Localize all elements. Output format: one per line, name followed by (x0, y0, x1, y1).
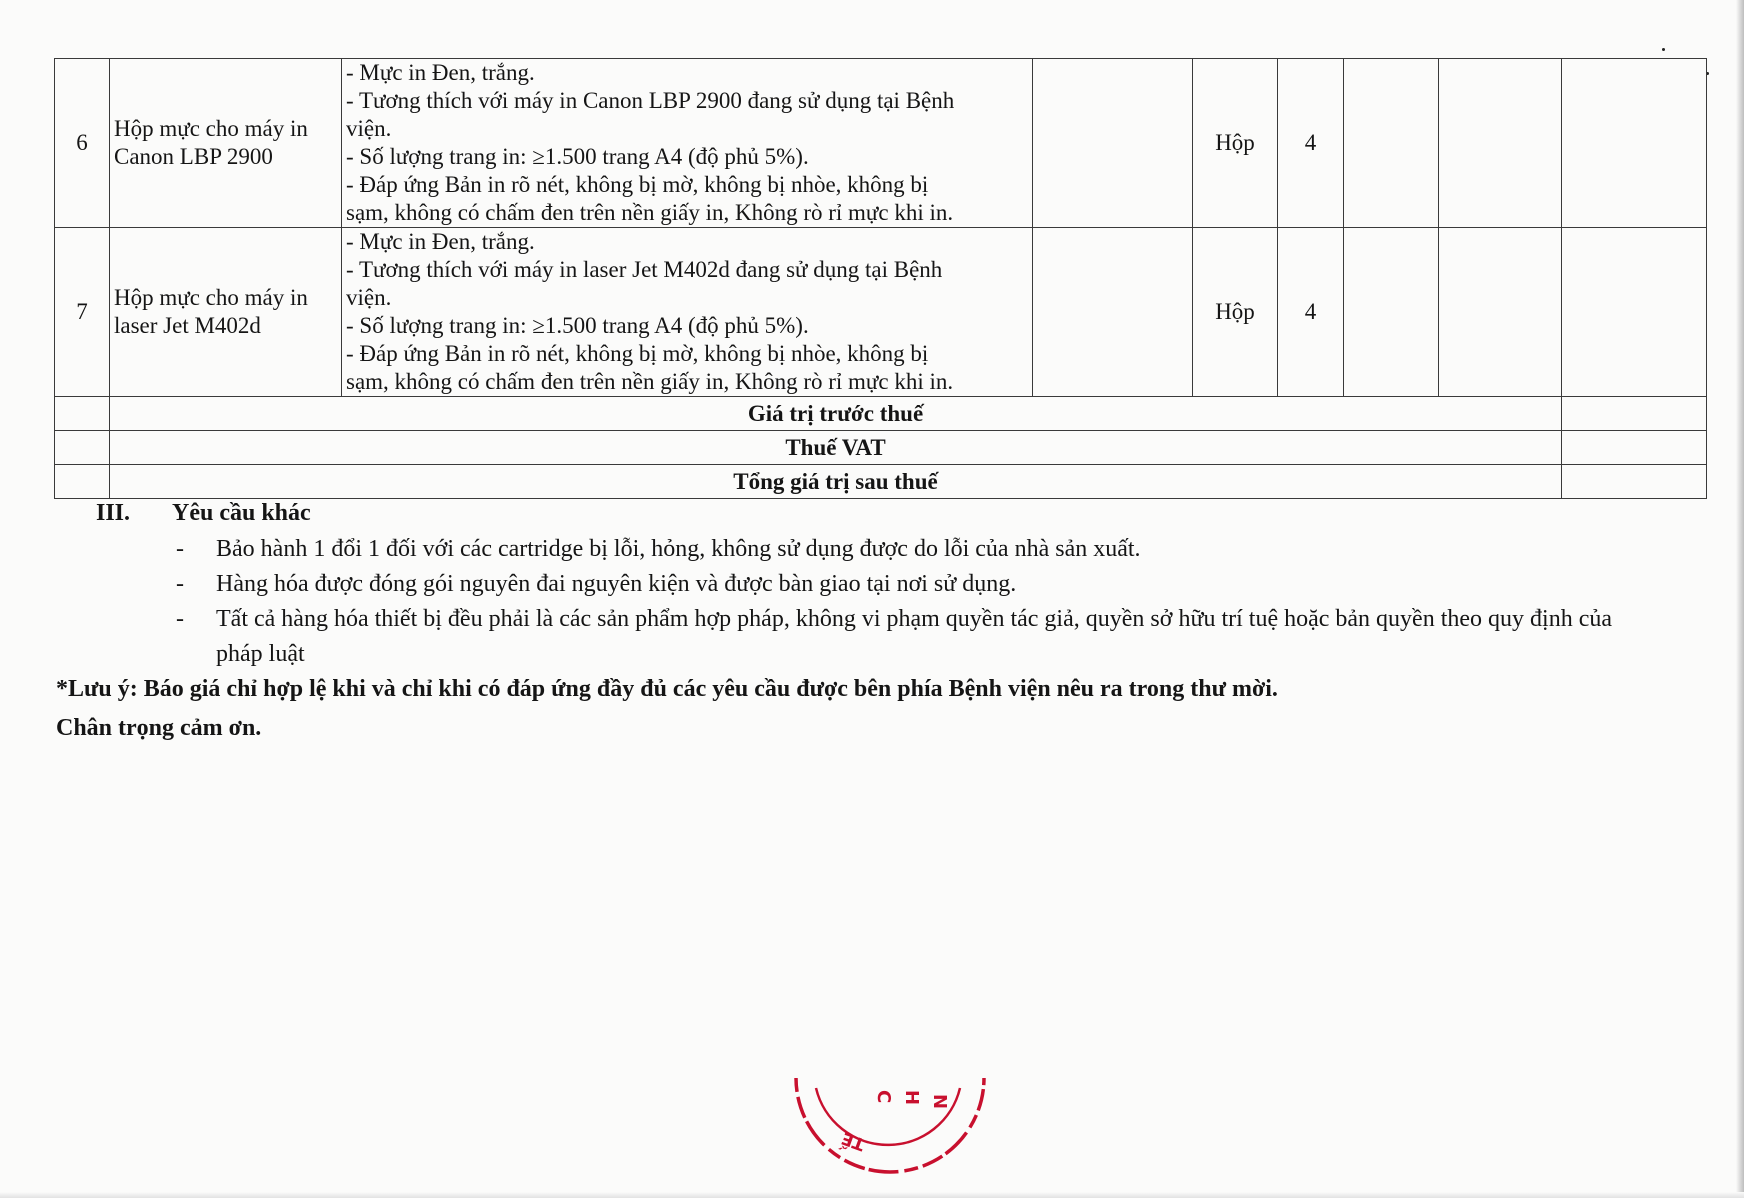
summary-label: Giá trị trước thuế (110, 397, 1562, 431)
seal-text: N (929, 1094, 950, 1110)
seal-text: H (901, 1090, 922, 1106)
section-title: Yêu cầu khác (172, 500, 311, 526)
items-table (54, 58, 1707, 499)
row-number: 7 (55, 228, 110, 397)
row-number: 6 (55, 59, 110, 228)
seal-text: C (873, 1090, 894, 1104)
empty-cell (55, 431, 110, 465)
empty-cell (1033, 228, 1193, 397)
item-name (110, 59, 342, 228)
spec-line: - Số lượng trang in: ≥1.500 trang A4 (độ phủ 5%). (346, 313, 809, 338)
empty-cell (1562, 59, 1707, 228)
seal-text: TẾ (839, 1127, 868, 1155)
item-spec (342, 228, 1033, 397)
summary-value (1562, 465, 1707, 499)
item-name-line: laser Jet M402d (114, 313, 261, 338)
table-row (55, 228, 1707, 397)
list-item (172, 532, 1612, 567)
spec-line: - Tương thích với máy in laser Jet M402d đang sử dụng tại Bệnh (346, 257, 943, 282)
stamp-seal-icon (786, 1058, 994, 1190)
bullet-dash: - (176, 606, 184, 632)
list-item-text: Tất cả hàng hóa thiết bị đều phải là các sản phẩm hợp pháp, không vi phạm quyền tác giả, quyền sở hữu trí tuệ hoặc bản quyền theo quy định của pháp luật (216, 606, 1612, 667)
empty-cell (1344, 59, 1439, 228)
summary-label: Tổng giá trị sau thuế (110, 465, 1562, 499)
spec-line: - Đáp ứng Bản in rõ nét, không bị mờ, không bị nhòe, không bị (346, 341, 929, 366)
empty-cell (1439, 228, 1562, 397)
summary-row-before-tax (55, 397, 1707, 431)
empty-cell (1344, 228, 1439, 397)
requirements-list (172, 532, 1612, 672)
item-spec (342, 59, 1033, 228)
item-name-line: Hộp mực cho máy in (114, 116, 308, 141)
list-item (172, 602, 1612, 672)
list-item-text: Hàng hóa được đóng gói nguyên đai nguyên kiện và được bàn giao tại nơi sử dụng. (216, 571, 1017, 597)
summary-label: Thuế VAT (110, 431, 1562, 465)
item-quantity: 4 (1278, 228, 1344, 397)
item-name-line: Canon LBP 2900 (114, 144, 273, 169)
spec-line: - Đáp ứng Bản in rõ nét, không bị mờ, không bị nhòe, không bị (346, 172, 929, 197)
section-number: III. (96, 500, 131, 526)
summary-value (1562, 431, 1707, 465)
empty-cell (1439, 59, 1562, 228)
list-item (172, 567, 1612, 602)
summary-value (1562, 397, 1707, 431)
table-row (55, 59, 1707, 228)
item-unit: Hộp (1193, 228, 1278, 397)
empty-cell (1562, 228, 1707, 397)
spec-line: sạm, không có chấm đen trên nền giấy in, Không rò rỉ mực khi in. (346, 200, 954, 225)
spec-line: - Tương thích với máy in Canon LBP 2900 đang sử dụng tại Bệnh (346, 88, 955, 113)
spec-line: sạm, không có chấm đen trên nền giấy in, Không rò rỉ mực khi in. (346, 369, 954, 394)
summary-row-total (55, 465, 1707, 499)
section-heading (96, 500, 311, 527)
page-edge-bottom (0, 1192, 1744, 1198)
note-text: *Lưu ý: Báo giá chỉ hợp lệ khi và chỉ khi có đáp ứng đầy đủ các yêu cầu được bên phía Bệnh viện nêu ra trong thư mời. (56, 676, 1278, 702)
spec-line: viện. (346, 116, 392, 141)
summary-row-vat (55, 431, 1707, 465)
spec-line: - Mực in Đen, trắng. (346, 229, 535, 254)
item-unit: Hộp (1193, 59, 1278, 228)
spec-line: - Số lượng trang in: ≥1.500 trang A4 (độ phủ 5%). (346, 144, 809, 169)
empty-cell (1033, 59, 1193, 228)
page-edge-shadow (1736, 0, 1744, 1198)
list-item-text: Bảo hành 1 đổi 1 đối với các cartridge bị lỗi, hỏng, không sử dụng được do lỗi của nhà sản xuất. (216, 536, 1141, 562)
closing-text: Chân trọng cảm ơn. (56, 715, 262, 741)
item-quantity: 4 (1278, 59, 1344, 228)
spec-line: viện. (346, 285, 392, 310)
bullet-dash: - (176, 571, 184, 597)
scan-speck (1662, 48, 1665, 51)
item-name (110, 228, 342, 397)
bullet-dash: - (176, 536, 184, 562)
spec-line: - Mực in Đen, trắng. (346, 60, 535, 85)
empty-cell (55, 397, 110, 431)
item-name-line: Hộp mực cho máy in (114, 285, 308, 310)
empty-cell (55, 465, 110, 499)
